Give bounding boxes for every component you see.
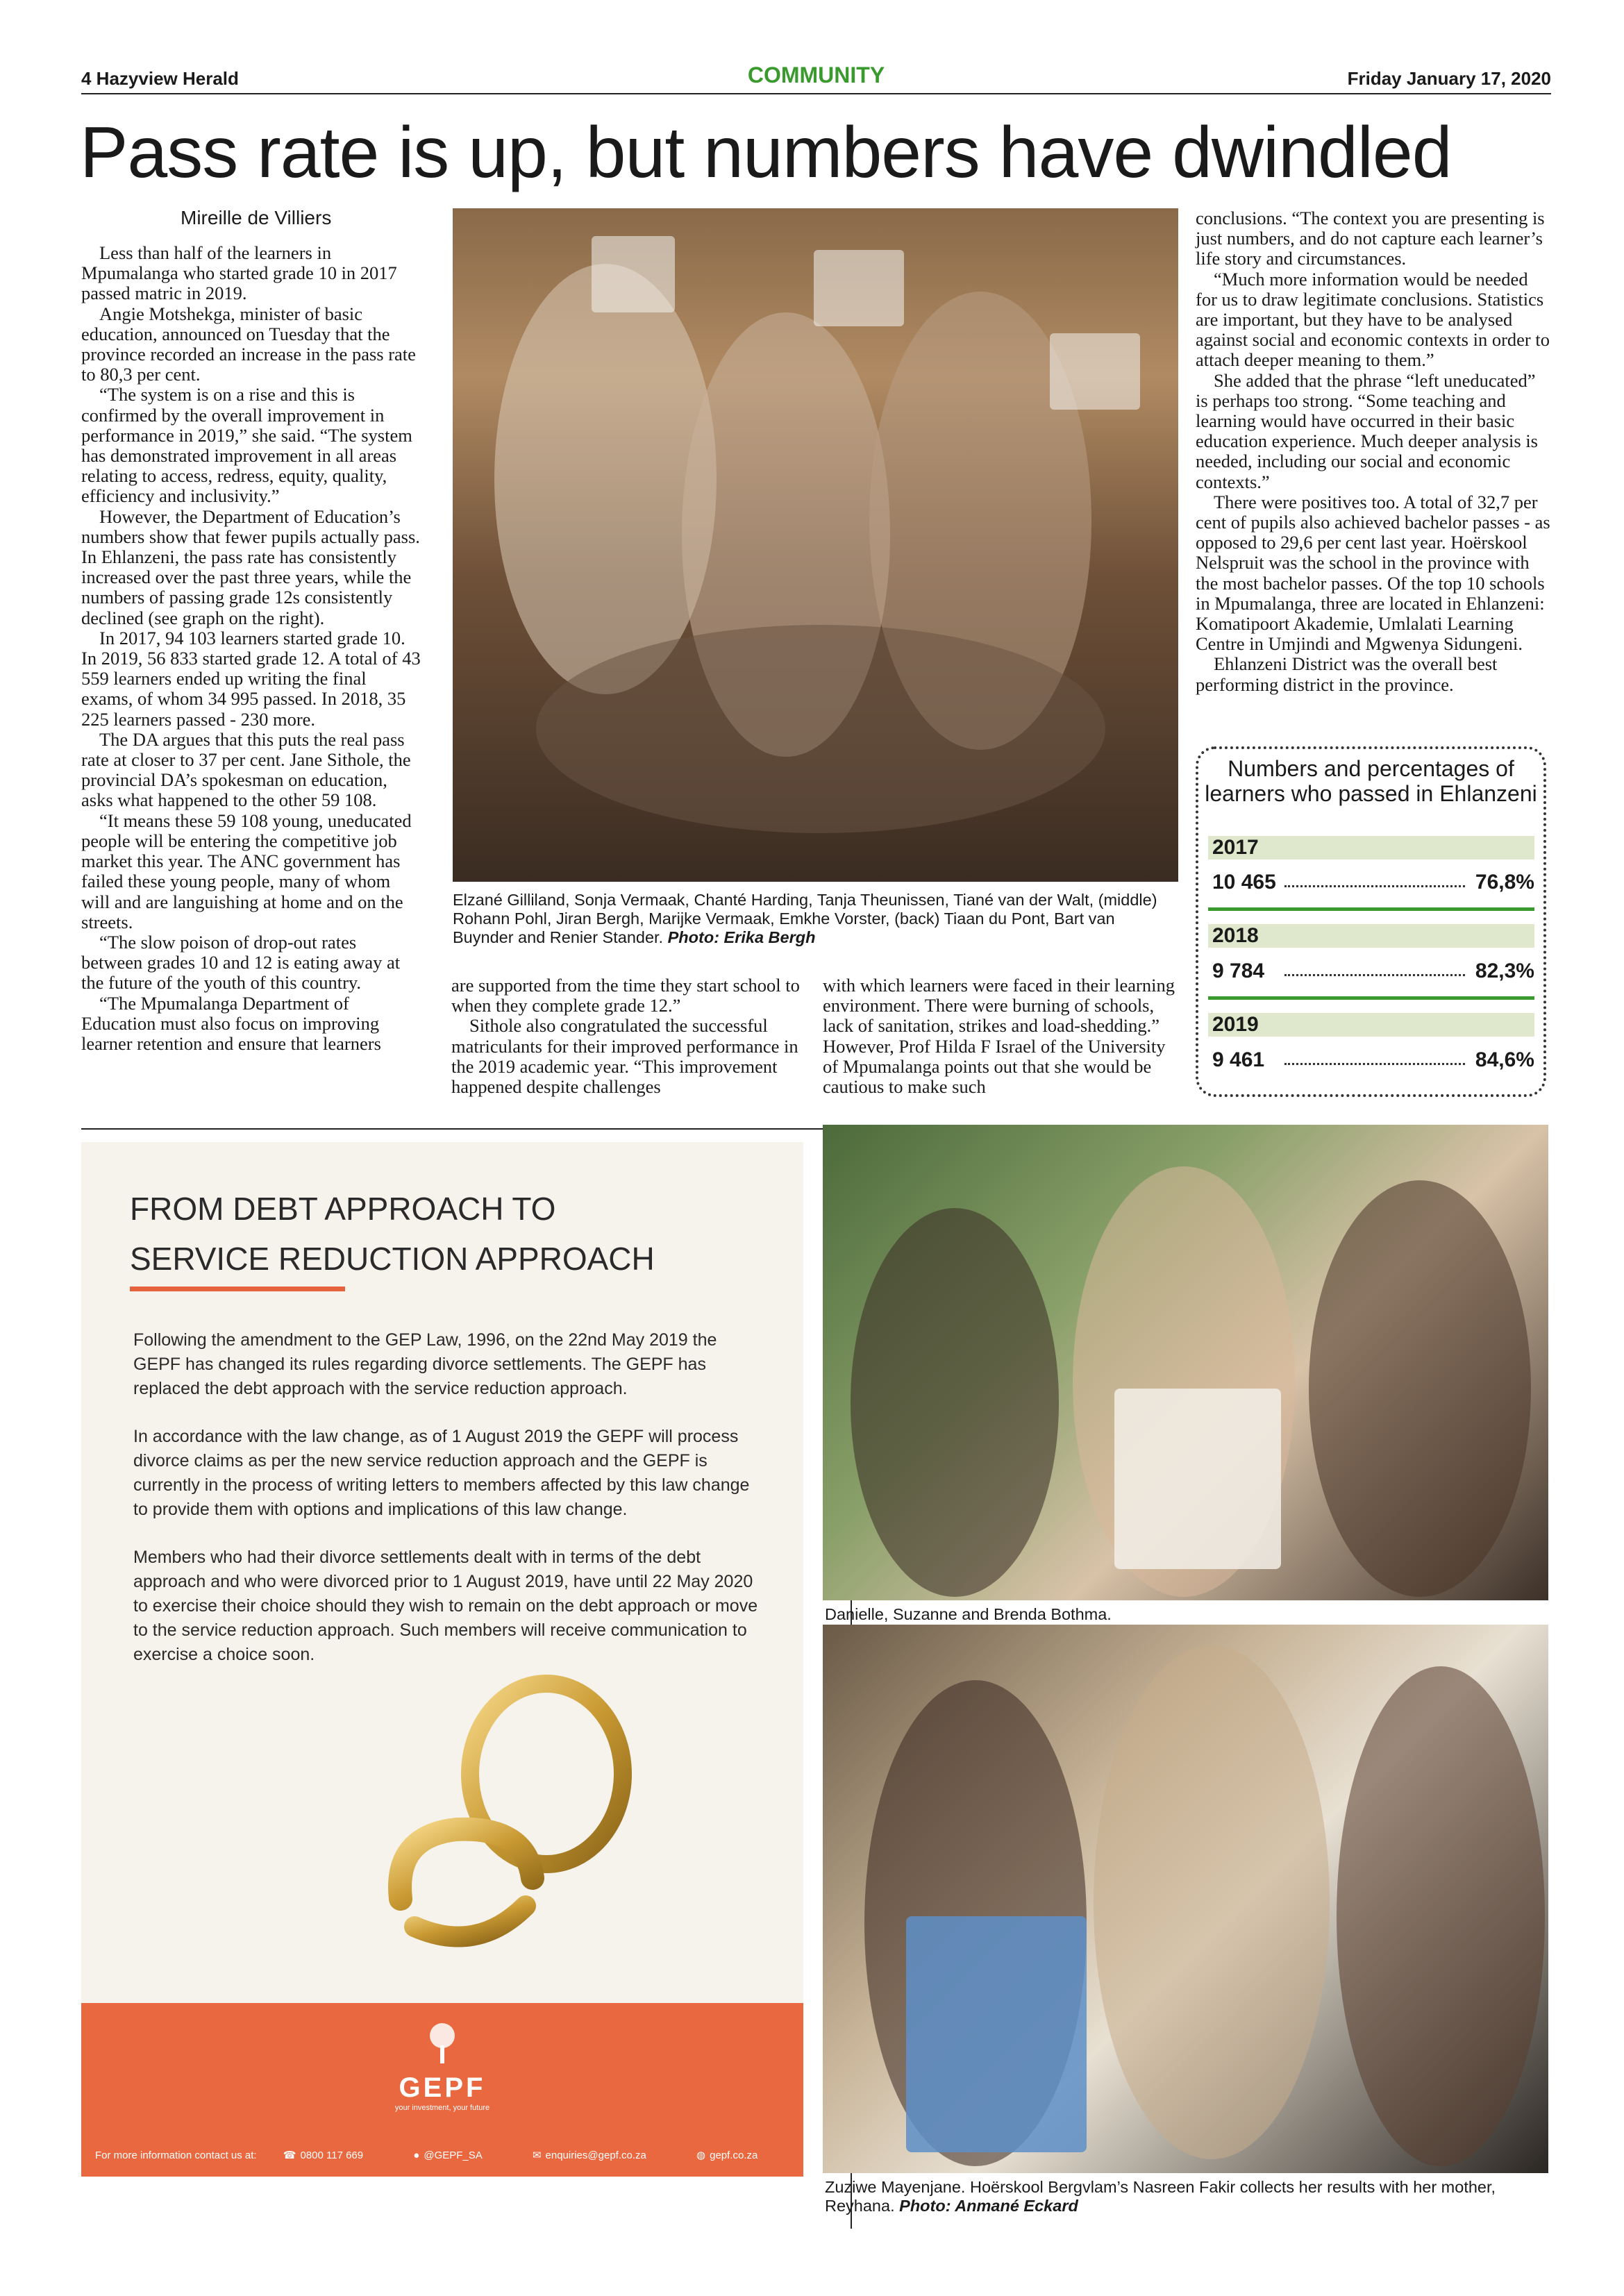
ad-top-rule: [81, 1128, 852, 1130]
pass-count: 10 465: [1212, 871, 1276, 894]
ad-title-line-2: SERVICE REDUCTION APPROACH: [130, 1241, 655, 1277]
paragraph: She added that the phrase “left uneducated” is perhaps too strong. “Some teaching and learning would have occurred in their basic education experience. Much deeper analysis is needed, including our social and economic contexts.”: [1196, 369, 1538, 492]
paragraph: “Much more information would be needed for us to draw legitimate conclusions. Statistics are important, but they have to be analysed against social and economic contexts in order to attach deeper meaning to them.”: [1196, 268, 1550, 371]
bothma-family-photo: [823, 1125, 1548, 1600]
twitter-icon: ●: [413, 2150, 420, 2161]
paragraph: There were positives too. A total of 32,7 per cent of pupils also achieved bachelor passes - as opposed to 29,6 per cent last year. Hoërskool Nelspruit was the school in the province with the most bachelor passes. Of the top 10 schools in Mpumalanga, three are located in Ehlanzeni: Komatipoort Akademie, Umlalati Learning Centre in Umjindi and Mgwenya Sidungeni.: [1196, 491, 1550, 655]
paragraph: are supported from the time they start school to when they complete grade 12.”: [451, 975, 800, 1016]
paragraph: conclusions. “The context you are presenting is just numbers, and do not capture each learner’s life story and circumstances.: [1196, 208, 1545, 269]
infobox-row: [1208, 957, 1534, 985]
photo-caption-group: [453, 891, 1178, 947]
paragraph: Ehlanzeni District was the overall best performing district in the province.: [1196, 653, 1498, 695]
email-address: enquiries@gepf.co.za: [545, 2150, 646, 2161]
pass-rate-infobox: [1196, 746, 1546, 1097]
paragraph: Less than half of the learners in Mpumalanga who started grade 10 in 2017 passed matric in 2019.: [81, 242, 397, 304]
paragraph: Angie Motshekga, minister of basic education, announced on Tuesday that the province recorded an increase in the pass rate to 80,3 per cent.: [81, 303, 416, 385]
ad-paragraph: Members who had their divorce settlements dealt with in terms of the debt approach and who were divorced prior to 1 August 2019, have until 22 May 2020 to exercise their choice should they wish to remain on the debt approach or move to the service reduction approach. Such members will receive communication to exercise a choice soon.: [133, 1548, 758, 1664]
matriculants-group-photo: [453, 208, 1178, 882]
article-column-3: [823, 975, 1177, 1097]
paragraph: “The system is on a rise and this is confirmed by the overall improvement in performance in 2019,” she said. “The system has demonstrated improvement in all areas relating to access, redress, equity, quality, efficiency and inclusivity.”: [81, 384, 412, 507]
article-headline: Pass rate is up, but numbers have dwindled: [80, 112, 1452, 193]
masthead: [81, 62, 1551, 94]
paragraph: However, the Department of Education’s numbers show that fewer pupils actually pass. In Ehlanzeni, the pass rate has consistently increased over the past three years, while the numbers of passing grade 12s consistently declined (see graph on the right).: [81, 505, 420, 628]
twitter-contact[interactable]: [413, 2150, 505, 2161]
twitter-handle: @GEPF_SA: [424, 2150, 483, 2161]
masthead-rule: [81, 93, 1551, 94]
paragraph: “The slow poison of drop-out rates between grades 10 and 12 is eating away at the future of the youth of this country.: [81, 931, 401, 994]
pass-count: 9 784: [1212, 960, 1265, 982]
article-column-2: [451, 975, 805, 1097]
infobox-year: 2018: [1208, 924, 1534, 948]
paragraph: The DA argues that this puts the real pass rate at closer to 37 per cent. Jane Sithole, the provincial DA’s spokesman on education, asks what happened to the other 59 108.: [81, 728, 411, 811]
paragraph: In 2017, 94 103 learners started grade 10. In 2019, 56 833 started grade 12. A total of 43 559 learners ended up writing the final exams, of whom 34 995 passed. In 2018, 35 225 learners passed - 230 more.: [81, 627, 421, 730]
issue-date: Friday January 17, 2020: [1347, 68, 1551, 89]
ad-title-underline: [130, 1287, 345, 1291]
gepf-tree-icon: [421, 2020, 463, 2069]
paragraph: “The Mpumalanga Department of Education must also focus on improving learner retention and ensure that learners: [81, 992, 381, 1054]
web-address: gepf.co.za: [710, 2150, 758, 2161]
section-label: COMMUNITY: [747, 62, 885, 87]
globe-icon: ◍: [696, 2150, 706, 2161]
pass-percent: 84,6%: [1475, 1048, 1534, 1071]
article-column-4: [1196, 208, 1551, 695]
infobox-row: [1208, 1046, 1534, 1074]
leader-dots: [1284, 974, 1465, 976]
caption-names: Zuziwe Mayenjane. Hoërskool Bergvlam’s Nasreen Fakir collects her results with her mother, Reyhana.: [825, 2178, 1496, 2215]
pass-percent: 82,3%: [1475, 960, 1534, 982]
photo-credit: Photo: Anmané Eckard: [899, 2197, 1078, 2215]
ad-body: [133, 1328, 758, 1691]
web-contact[interactable]: [696, 2149, 781, 2161]
gepf-logo: [387, 2020, 498, 2112]
photo-credit: Photo: Erika Bergh: [667, 928, 816, 946]
phone-contact[interactable]: [283, 2149, 387, 2161]
caption-names: Elzané Gilliland, Sonja Vermaak, Chanté Harding, Tanja Theunissen, Tiané van der Walt, (middle) Rohann Pohl, Jiran Bergh, Marijke Vermaak, Emkhe Vorster, (back) Tiaan du Pont, Bart van Buynder and Renier Stander.: [453, 891, 1157, 946]
logo-tagline: your investment, your future: [394, 2104, 490, 2112]
pass-count: 9 461: [1212, 1048, 1265, 1071]
logo-wordmark: GEPF: [399, 2072, 486, 2103]
paragraph: Sithole also congratulated the successful matriculants for their improved performance in the 2019 academic year. “This improvement happened despite challenges: [451, 1015, 798, 1098]
pass-percent: 76,8%: [1475, 871, 1534, 894]
email-icon: ✉: [532, 2150, 542, 2161]
infobox-year: 2019: [1208, 1013, 1534, 1037]
ad-title-line-1: FROM DEBT APPROACH TO: [130, 1191, 556, 1227]
article-byline: Mireille de Villiers: [181, 207, 332, 228]
paragraph: with which learners were faced in their learning environment. There were burning of schools, lack of sanitation, strikes and load-shedding.” However, Prof Hilda F Israel of the University of Mpumalanga points out that she would be cautious to make such: [823, 975, 1175, 1098]
ad-contact-bar: [95, 2149, 789, 2161]
phone-icon: ☎: [283, 2150, 296, 2161]
phone-number: 0800 117 669: [300, 2150, 364, 2161]
broken-wedding-rings-image: [373, 1670, 651, 1961]
contact-label: For more information contact us at:: [95, 2150, 257, 2161]
leader-dots: [1284, 1063, 1465, 1065]
infobox-divider: [1208, 996, 1534, 1000]
leader-dots: [1284, 885, 1465, 887]
infobox-row: [1208, 869, 1534, 896]
photo-caption-bergvlam: [825, 2178, 1550, 2215]
infobox-year: 2017: [1208, 836, 1534, 860]
paragraph: “It means these 59 108 young, uneducated people will be entering the competitive job market this year. The ANC government has failed these young people, many of whom will and are languishing at home and on the streets.: [81, 810, 412, 932]
gepf-advertisement: [81, 1142, 803, 2177]
article-column-1: [81, 243, 421, 1054]
infobox-title: Numbers and percentages of learners who passed in Ehlanzeni: [1205, 756, 1537, 806]
ad-paragraph: Following the amendment to the GEP Law, 1996, on the 22nd May 2019 the GEPF has changed its rules regarding divorce settlements. The GEPF has replaced the debt approach with the service reduction approach.: [133, 1330, 717, 1398]
page-label: 4 Hazyview Herald: [81, 68, 239, 89]
ad-footer: [81, 2003, 803, 2177]
photo-caption-bothma: Danielle, Suzanne and Brenda Bothma.: [825, 1605, 1112, 1623]
bergvlam-learners-photo: [823, 1625, 1548, 2173]
email-contact[interactable]: [533, 2149, 670, 2161]
infobox-divider: [1208, 907, 1534, 911]
ad-paragraph: In accordance with the law change, as of 1 August 2019 the GEPF will process divorce claims as per the new service reduction approach and the GEPF is currently in the process of writing letters to members affected by this law change to provide them with options and implications of this law change.: [133, 1427, 750, 1519]
ad-title: [130, 1184, 655, 1284]
